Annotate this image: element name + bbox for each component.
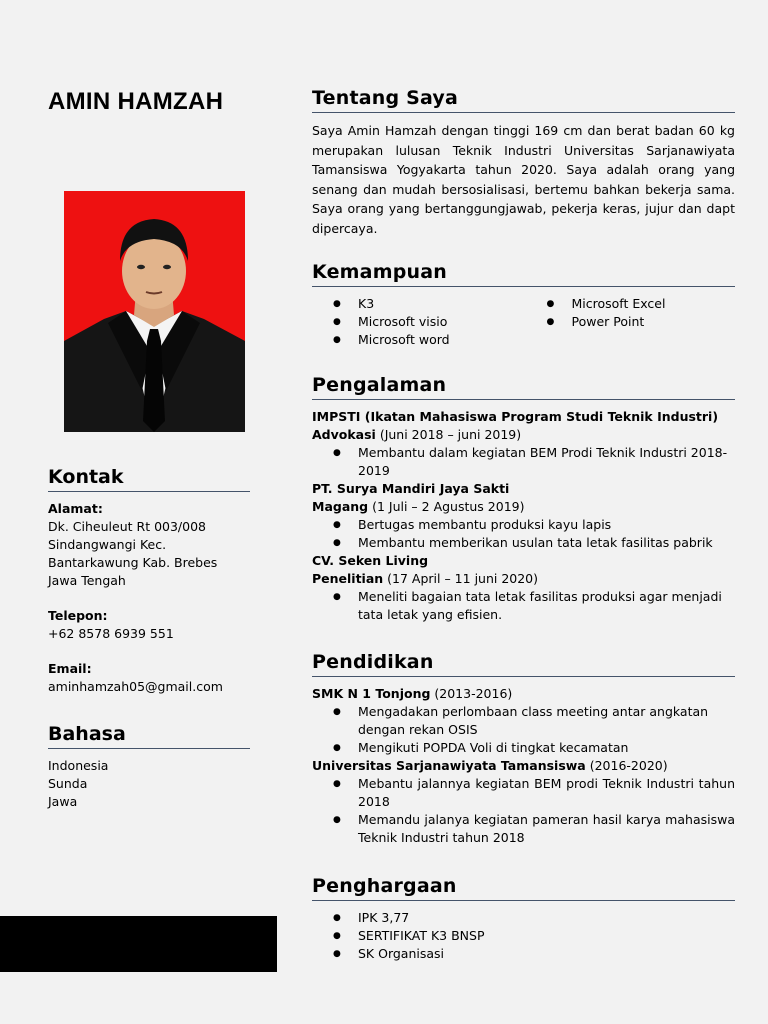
award-item: ● SERTIFIKAT K3 BNSP	[312, 927, 735, 945]
experience-role-line	[312, 498, 735, 516]
experience-role-line	[312, 426, 735, 444]
contact-heading: Kontak	[48, 466, 250, 492]
experience-org: IMPSTI (Ikatan Mahasiswa Program Studi Teknik Industri)	[312, 409, 719, 424]
email-address: aminhamzah05@gmail.com	[48, 679, 223, 694]
language-item: Indonesia	[48, 758, 109, 773]
experience-period: (1 Juli – 2 Agustus 2019)	[368, 499, 525, 514]
education-section	[312, 651, 735, 847]
experience-period: (17 April – 11 juni 2020)	[383, 571, 539, 586]
experience-period: (Juni 2018 – juni 2019)	[375, 427, 522, 442]
skill-item: ● Power Point	[526, 313, 736, 331]
award-item: ● SK Organisasi	[312, 945, 735, 963]
experience-org: CV. Seken Living	[312, 553, 429, 568]
skill-item: ● Microsoft visio	[312, 313, 522, 331]
experience-bullet: ● Membantu memberikan usulan tata letak fasilitas pabrik	[312, 534, 735, 552]
education-heading: Pendidikan	[312, 651, 735, 677]
skills-section	[312, 261, 735, 349]
award-item: ● IPK 3,77	[312, 909, 735, 927]
address-line: Jawa Tengah	[48, 573, 126, 588]
experience-section	[312, 374, 735, 624]
language-heading: Bahasa	[48, 723, 250, 749]
address-line: Dk. Ciheuleut Rt 003/008	[48, 519, 206, 534]
experience-bullet: ● Membantu dalam kegiatan BEM Prodi Teknik Industri 2018-2019	[312, 444, 735, 480]
phone-number: +62 8578 6939 551	[48, 626, 174, 641]
education-bullet: ● Mengikuti POPDA Voli di tingkat kecamatan	[312, 739, 735, 757]
address-line: Sindangwangi Kec.	[48, 537, 167, 552]
education-school: SMK N 1 Tonjong	[312, 686, 431, 701]
education-period: (2013-2016)	[430, 686, 513, 701]
person-name: AMIN HAMZAH	[48, 88, 224, 115]
about-heading: Tentang Saya	[312, 87, 735, 113]
experience-role-line	[312, 570, 735, 588]
about-text: Saya Amin Hamzah dengan tinggi 169 cm dan berat badan 60 kg merupakan lulusan Teknik Industri Universitas Sarjanawiyata Tamansiswa Yogyakarta tahun 2020. Saya adalah orang yang senang dan mudah bersosialisasi, bertemu bahkan bekerja sama. Saya orang yang bertanggungjawab, pekerja keras, jujur dan dapt dipercaya.	[312, 123, 735, 236]
education-bullet: ● Mebantu jalannya kegiatan BEM prodi Teknik Industri tahun 2018	[312, 775, 735, 811]
education-school: Universitas Sarjanawiyata Tamansiswa	[312, 758, 586, 773]
skills-list-right	[526, 295, 736, 349]
language-item: Jawa	[48, 794, 78, 809]
address-line: Bantarkawung Kab. Brebes	[48, 555, 218, 570]
skills-heading: Kemampuan	[312, 261, 735, 287]
contact-section	[48, 466, 250, 696]
skill-item: ● Microsoft word	[312, 331, 522, 349]
awards-section	[312, 875, 735, 963]
education-bullet: ● Mengadakan perlombaan class meeting antar angkatan dengan rekan OSIS	[312, 703, 735, 739]
decorative-bar	[0, 916, 277, 972]
language-section	[48, 723, 250, 811]
experience-org: PT. Surya Mandiri Jaya Sakti	[312, 481, 510, 496]
skill-item: ● Microsoft Excel	[526, 295, 736, 313]
address-label: Alamat:	[48, 501, 103, 516]
experience-role: Magang	[312, 499, 369, 514]
email-label: Email:	[48, 661, 92, 676]
awards-heading: Penghargaan	[312, 875, 735, 901]
experience-bullet: ● Bertugas membantu produksi kayu lapis	[312, 516, 735, 534]
education-bullet: ● Memandu jalanya kegiatan pameran hasil karya mahasiswa Teknik Industri tahun 2018	[312, 811, 735, 847]
phone-label: Telepon:	[48, 608, 108, 623]
skill-item: ● K3	[312, 295, 522, 313]
education-school-line	[312, 757, 735, 775]
education-school-line	[312, 685, 735, 703]
about-section	[312, 87, 735, 239]
experience-role: Advokasi	[312, 427, 376, 442]
language-item: Sunda	[48, 776, 88, 791]
experience-heading: Pengalaman	[312, 374, 735, 400]
experience-bullet: ● Meneliti bagaian tata letak fasilitas produksi agar menjadi tata letak yang efisien.	[312, 588, 735, 624]
skills-list-left	[312, 295, 522, 349]
experience-role: Penelitian	[312, 571, 384, 586]
education-period: (2016-2020)	[585, 758, 668, 773]
profile-photo	[64, 191, 245, 432]
